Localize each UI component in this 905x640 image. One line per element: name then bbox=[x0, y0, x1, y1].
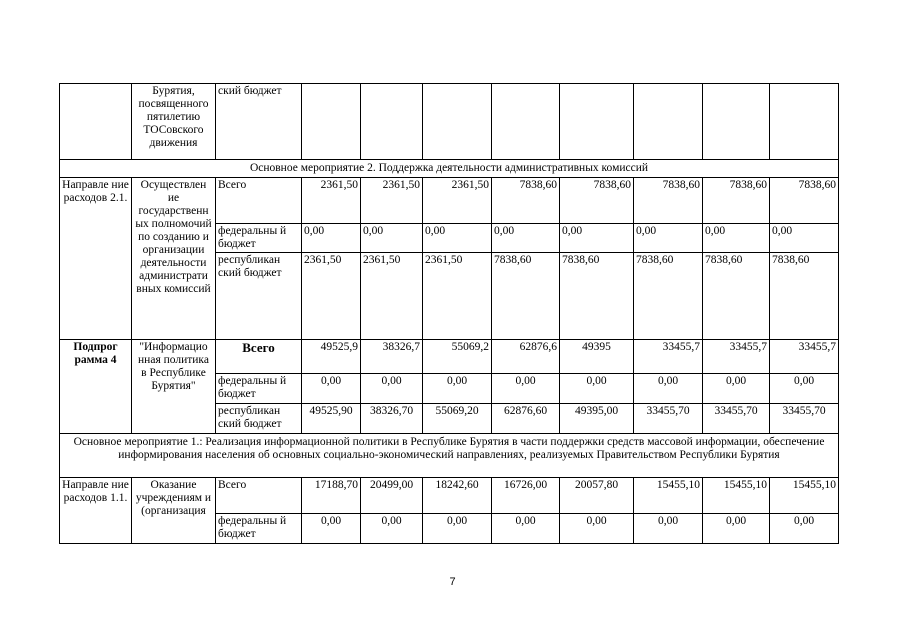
value-cell: 0,00 bbox=[703, 224, 770, 253]
value-cell: 49395 bbox=[560, 340, 634, 374]
table-row bbox=[60, 84, 839, 160]
value-cell: 7838,60 bbox=[703, 253, 770, 340]
value-cell: 0,00 bbox=[302, 224, 361, 253]
value-cell: 0,00 bbox=[703, 374, 770, 404]
value-cell: 33455,7 bbox=[703, 340, 770, 374]
value-cell: 20499,00 bbox=[361, 478, 423, 514]
value-cell: 17188,70 bbox=[302, 478, 361, 514]
value-cell: 0,00 bbox=[361, 224, 423, 253]
value-cell bbox=[492, 84, 560, 160]
value-cell: 33455,7 bbox=[634, 340, 703, 374]
measure-name-cell: Бурятия, посвященного пятилетию ТОСовского движения bbox=[132, 84, 216, 160]
table-row bbox=[60, 478, 839, 514]
value-cell: 49525,90 bbox=[302, 404, 361, 434]
value-cell: 0,00 bbox=[423, 514, 492, 544]
value-cell: 7838,60 bbox=[770, 253, 839, 340]
funding-source-cell: республикан ский бюджет bbox=[216, 253, 302, 340]
value-cell: 2361,50 bbox=[302, 253, 361, 340]
value-cell: 62876,60 bbox=[492, 404, 560, 434]
value-cell: 15455,10 bbox=[703, 478, 770, 514]
table-row bbox=[60, 178, 839, 224]
value-cell: 7838,60 bbox=[492, 253, 560, 340]
value-cell: 33455,7 bbox=[770, 340, 839, 374]
measure-name-cell: Осуществлен ие государственн ых полномочий по созданию и организации деятельности администрати вных комиссий bbox=[132, 178, 216, 340]
value-cell: 0,00 bbox=[560, 514, 634, 544]
value-cell bbox=[703, 84, 770, 160]
value-cell: 0,00 bbox=[361, 514, 423, 544]
funding-source-cell: Всего bbox=[216, 178, 302, 224]
event-title: Основное мероприятие 2. Поддержка деятельности административных комиссий bbox=[60, 160, 839, 178]
value-cell: 0,00 bbox=[560, 224, 634, 253]
value-cell bbox=[302, 84, 361, 160]
value-cell: 0,00 bbox=[634, 514, 703, 544]
value-cell: 7838,60 bbox=[560, 178, 634, 224]
value-cell: 2361,50 bbox=[361, 178, 423, 224]
funding-source-cell: Всего bbox=[216, 340, 302, 374]
value-cell: 2361,50 bbox=[361, 253, 423, 340]
value-cell: 18242,60 bbox=[423, 478, 492, 514]
value-cell bbox=[634, 84, 703, 160]
value-cell: 38326,7 bbox=[361, 340, 423, 374]
event-title: Основное мероприятие 1.: Реализация информационной политики в Республике Бурятия в части поддержки средств массовой информации, обеспечение информирования населения об основных социально-экономический направлениях, реализуемых Правительством Республики Бурятия bbox=[60, 434, 839, 478]
value-cell: 0,00 bbox=[423, 224, 492, 253]
value-cell: 0,00 bbox=[770, 374, 839, 404]
funding-source-cell: республикан ский бюджет bbox=[216, 404, 302, 434]
section-header-row bbox=[60, 160, 839, 178]
value-cell bbox=[770, 84, 839, 160]
funding-source-cell: федеральны й бюджет bbox=[216, 224, 302, 253]
value-cell: 0,00 bbox=[492, 224, 560, 253]
subprogram-cell: Подпрог рамма 4 bbox=[60, 340, 132, 434]
value-cell: 62876,6 bbox=[492, 340, 560, 374]
value-cell: 0,00 bbox=[560, 374, 634, 404]
value-cell: 2361,50 bbox=[423, 178, 492, 224]
value-cell: 15455,10 bbox=[770, 478, 839, 514]
value-cell: 33455,70 bbox=[703, 404, 770, 434]
section-header-row bbox=[60, 434, 839, 478]
value-cell: 15455,10 bbox=[634, 478, 703, 514]
value-cell: 2361,50 bbox=[302, 178, 361, 224]
direction-cell bbox=[60, 84, 132, 160]
direction-cell: Направле ние расходов 2.1. bbox=[60, 178, 132, 340]
value-cell: 7838,60 bbox=[492, 178, 560, 224]
value-cell: 16726,00 bbox=[492, 478, 560, 514]
value-cell: 0,00 bbox=[770, 514, 839, 544]
value-cell: 0,00 bbox=[634, 224, 703, 253]
value-cell: 0,00 bbox=[361, 374, 423, 404]
funding-source-cell: федеральны й бюджет bbox=[216, 514, 302, 544]
value-cell bbox=[560, 84, 634, 160]
value-cell: 7838,60 bbox=[634, 178, 703, 224]
value-cell: 49525,9 bbox=[302, 340, 361, 374]
value-cell bbox=[423, 84, 492, 160]
value-cell bbox=[361, 84, 423, 160]
value-cell: 0,00 bbox=[492, 374, 560, 404]
value-cell: 33455,70 bbox=[770, 404, 839, 434]
value-cell: 7838,60 bbox=[703, 178, 770, 224]
value-cell: 0,00 bbox=[302, 374, 361, 404]
value-cell: 0,00 bbox=[703, 514, 770, 544]
value-cell: 55069,20 bbox=[423, 404, 492, 434]
value-cell: 0,00 bbox=[492, 514, 560, 544]
measure-name-cell: Оказание учреждениям и (организация bbox=[132, 478, 216, 544]
value-cell: 7838,60 bbox=[634, 253, 703, 340]
value-cell: 0,00 bbox=[302, 514, 361, 544]
value-cell: 55069,2 bbox=[423, 340, 492, 374]
budget-table bbox=[59, 83, 839, 544]
value-cell: 0,00 bbox=[770, 224, 839, 253]
value-cell: 49395,00 bbox=[560, 404, 634, 434]
value-cell: 7838,60 bbox=[770, 178, 839, 224]
page-number: 7 bbox=[449, 576, 456, 588]
value-cell: 0,00 bbox=[423, 374, 492, 404]
value-cell: 33455,70 bbox=[634, 404, 703, 434]
value-cell: 2361,50 bbox=[423, 253, 492, 340]
funding-source-cell: Всего bbox=[216, 478, 302, 514]
value-cell: 0,00 bbox=[634, 374, 703, 404]
value-cell: 38326,70 bbox=[361, 404, 423, 434]
subprogram-name-cell: "Информацио нная политика в Республике Бурятия" bbox=[132, 340, 216, 434]
value-cell: 20057,80 bbox=[560, 478, 634, 514]
funding-source-cell: ский бюджет bbox=[216, 84, 302, 160]
value-cell: 7838,60 bbox=[560, 253, 634, 340]
table-row bbox=[60, 340, 839, 374]
funding-source-cell: федеральны й бюджет bbox=[216, 374, 302, 404]
direction-cell: Направле ние расходов 1.1. bbox=[60, 478, 132, 544]
